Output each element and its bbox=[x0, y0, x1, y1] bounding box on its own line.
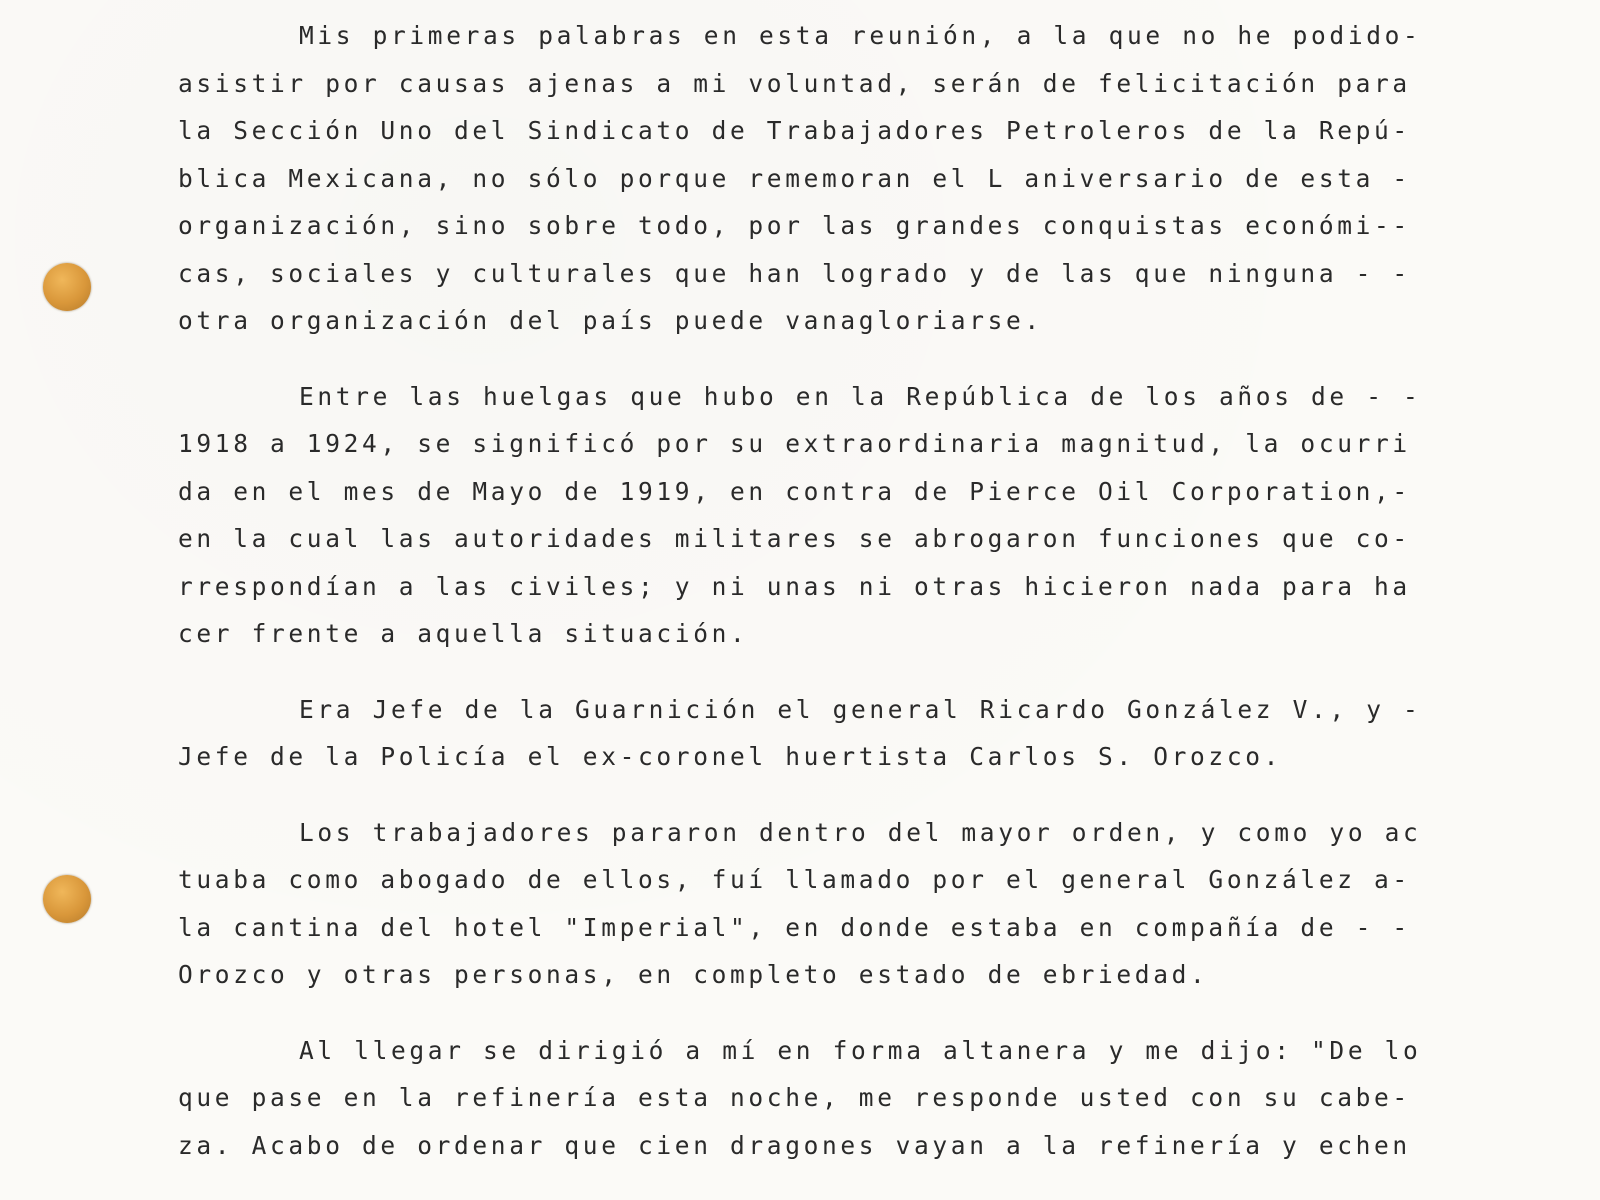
text-line: cer frente a aquella situación. bbox=[178, 619, 749, 648]
paragraph bbox=[178, 809, 1478, 999]
text-line: tuaba como abogado de ellos, fuí llamado por el general González a- bbox=[178, 865, 1411, 894]
text-line: que pase en la refinería esta noche, me responde usted con su cabe- bbox=[178, 1083, 1411, 1112]
text-line: otra organización del país puede vanagloriarse. bbox=[178, 306, 1043, 335]
paragraph bbox=[178, 12, 1478, 345]
text-line: asistir por causas ajenas a mi voluntad, serán de felicitación para bbox=[178, 68, 1411, 98]
text-line: Era Jefe de la Guarnición el general Ricardo González V., y - bbox=[299, 694, 1422, 724]
paragraph bbox=[178, 373, 1478, 658]
text-line: Entre las huelgas que hubo en la República de los años de - - bbox=[299, 381, 1422, 411]
text-line: Orozco y otras personas, en completo estado de ebriedad. bbox=[178, 960, 1209, 989]
text-line: cas, sociales y culturales que han logrado y de las que ninguna - - bbox=[178, 258, 1411, 288]
binder-hole-bottom bbox=[43, 875, 91, 923]
paragraph bbox=[178, 1027, 1478, 1170]
text-line: la cantina del hotel "Imperial", en donde estaba en compañía de - - bbox=[178, 912, 1411, 942]
text-line: Los trabajadores pararon dentro del mayor orden, y como yo ac bbox=[299, 817, 1422, 847]
text-line: Al llegar se dirigió a mí en forma altanera y me dijo: "De lo bbox=[299, 1035, 1422, 1065]
text-line: blica Mexicana, no sólo porque rememoran el L aniversario de esta - bbox=[178, 163, 1411, 193]
text-line: Jefe de la Policía el ex-coronel huertista Carlos S. Orozco. bbox=[178, 742, 1283, 771]
text-line: da en el mes de Mayo de 1919, en contra de Pierce Oil Corporation,- bbox=[178, 476, 1411, 506]
text-line: Mis primeras palabras en esta reunión, a la que no he podido- bbox=[299, 21, 1422, 50]
paragraph bbox=[178, 686, 1478, 781]
text-line: en la cual las autoridades militares se abrogaron funciones que co- bbox=[178, 524, 1411, 553]
binder-hole-top bbox=[43, 263, 91, 311]
text-line: za. Acabo de ordenar que cien dragones vayan a la refinería y echen bbox=[178, 1130, 1411, 1160]
text-line: 1918 a 1924, se significó por su extraordinaria magnitud, la ocurri bbox=[178, 429, 1411, 458]
text-line: la Sección Uno del Sindicato de Trabajadores Petroleros de la Repú- bbox=[178, 116, 1411, 145]
text-line: rrespondían a las civiles; y ni unas ni otras hicieron nada para ha bbox=[178, 571, 1411, 601]
text-line: organización, sino sobre todo, por las grandes conquistas económi-- bbox=[178, 211, 1411, 240]
document-body bbox=[178, 12, 1478, 1169]
